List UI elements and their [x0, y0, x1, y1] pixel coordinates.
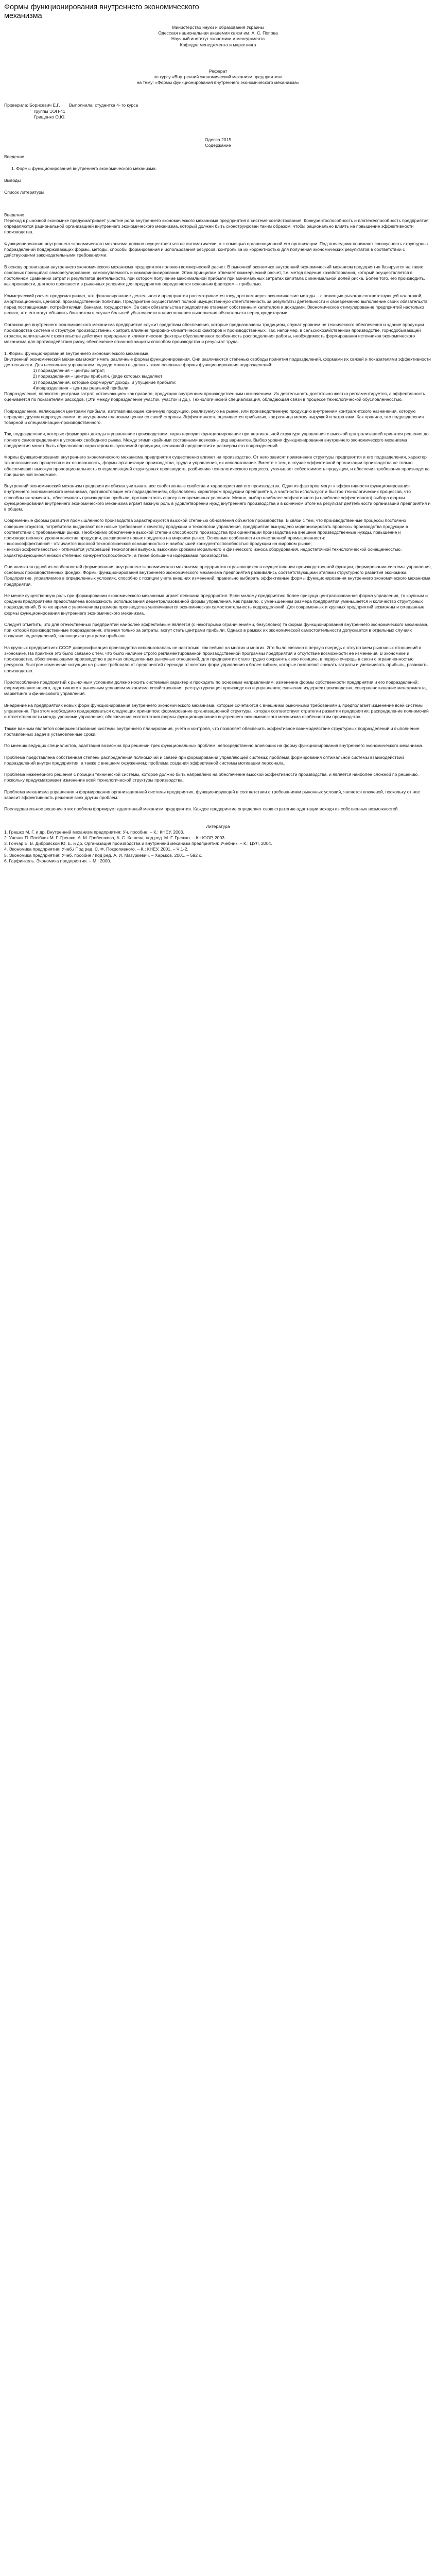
ministry-line: Министерство науки и образования Украины [172, 25, 264, 30]
paragraph: Последовательное решение этих проблем формирует адаптивный механизм предприятия. Каждое предприятие определяет свою стратегию адаптации исходя из собственных возможностей. [4, 806, 399, 812]
paragraph: Организация внутреннего экономического механизма предприятия служит средствам обеспечения, которые предназначены традициям, служат уровнем не технического обеспечения и здание продукции производства системе и структуре производственных затрат, влияние природно-климатических факторов и производственных. Так, например, в сельскохозяйственном производстве, горнодобывающей отрасли, капитальном строительстве действует природные и климатические факторы обуславливают особенность распределения работы, необходимость формирования источников экономического механизма для противодействия риску, обеспечение сгнанной защиты способом производства и результат труда. [4, 321, 424, 345]
paragraph: Не менее существенную роль при формировании экономического механизма играет величина предприятия. Если малому предприятию более присуща централизованная форма управления, то крупным и средним предприятиям предоставлена возможность использования децентрализованной формы управления. Как правило, с уменьшением размера предприятия уменьшается и количество структурных подразделений. В то же время с увеличением размера производства увеличивается экономическая самостоятельность подразделений. Для современных и крупных предприятий возможны и смешанные формы функционирования внутреннего экономического механизма. [4, 592, 428, 616]
reference-item: 4. Экономика предприятия: Учеб./ Под ред. С. Ф. Покропивного. – К.: КНЕУ, 2001. – Ч.1-2. [4, 846, 188, 852]
paragraph: Приспособление предприятий к рыночным условиям должно носить системный характер и проходить по основным направлениям: изменение формы собственности предприятия и его подразделений; формирование нового, адаптивного к рыночным условиям механизма хозяйствования; реструктуризация производства и управления; снижение издержек производства; совершенствование менеджмента, маркетинга и финансового управления. [4, 679, 427, 697]
done-by: Выполнила: студентка 4- го курса [69, 103, 138, 108]
section-one [4, 351, 432, 812]
paragraph: Подразделение, являющееся центрами прибыли, изготавливающее конечную продукцию, реализуемую на рынке, или производственную продукцию внутренним контрагентского назначения, которую передают другим подразделениям по внутренним плановым ценам со своей стороны. Эффективность оценивается прибылью, как разница между выручкой и затратами. Как правило, это подразделения товарной и специализации-производственного. [4, 408, 424, 425]
paragraph: Формы функционирования внутреннего экономического механизма предприятия существенно влияют на производство. От него зависят применение структуры предприятия и его подразделения, характер технологических процессов и их основанность, формы организации производства, труда и управления, их использование. Вместе с тем, в случае эффективной организации производства не только обеспечивают высокую пропорциональность специализацией структурных производств, разбиению технологического процесса, уменьшает себестоимость продукции, и обеспечит требования производства при рыночной экономике. [4, 454, 430, 477]
reference-item: 1. Грешко М. Г. и др. Внутренний механизм предприятия: Уч. пособие. – К.: КНЕУ, 2003. [4, 829, 184, 835]
list-item: 4)подразделения – центры реальной прибыли. [33, 385, 130, 391]
list-item: 2) подразделения – центры прибыли, (ряде которых выделяют [33, 374, 163, 379]
checked-by: Проверила: Борисевич Е.Г. [4, 103, 60, 108]
report-topic: на тему: «Формы функционирования внутреннего экономического механизма» [136, 80, 300, 86]
paragraph: Внедрение на предприятиях новых форм функционирования внутреннего экономического механизма, которые сочетаются с внешними рыночными требованиями, предполагает изменение всей системы управления. При этом необходимо придерживаться следующих принципов: формирование организационной структуры, которая соответствует стратегии развития предприятия; распределение полномочий и ответственности между уровнями управления; обеспечение соответствия формы функционирования внутреннего экономического механизма особенностям производства. [4, 702, 429, 720]
intro-section [4, 212, 432, 345]
paragraph: В основу организации внутреннего экономического механизма предприятия положен коммерческий расчет. В рыночной экономике внутренний экономический механизм предприятия базируется на таких основных принципах: саморегулирование, самоокупаемость и самофинансирование. Этим принципам отвечает коммерческий расчет, т.е. метод ведения хозяйствования, который осуществляется в постоянном сравнении затрат и результатов деятельности, при котором получение максимальной прибыли при минимальных затратах капитала с минимальной долей риска. Более того, его производить, как произвести, для кого произвести в рыночных условиях для предприятия определяется основным фактором – прибылью. [4, 264, 425, 287]
toc-item: Выводы [4, 177, 21, 183]
paragraph: На крупных предприятиях СССР диверсификация производства использовалась не настолько, как сейчас на многих и многих. Это было связано в первую очередь с отсутствием рыночных отношений в экономике. На практике это было связано с тем, что было наличие строго регламентированной производственной программы предприятия и отсутствие возможности ее изменения. В экономике и производстве, обеспечивающими производство в рамках определенных рыночных отношений, для предприятия стало трудно сохранять свою позицию, в первую очередь в связи с ограниченностью ресурсов. Быстрое изменение ситуации на рынке требовало от предприятий перехода от жестких форм управления к более гибким, которые позволяют снижать затраты и увеличивать прибыль, развивать производство. [4, 645, 428, 673]
paragraph: По мнению ведущих специалистов, адаптация возможна при решении трех функциональных проблем, непосредственно влияющих на форму функционирования внутреннего экономического механизма. [4, 743, 424, 749]
paragraph: Коммерческий расчет предусматривает, что финансирование деятельности предприятия рассматривается государством через экономические методы – с помощью рычагов соответствующей налоговой, амортизационной, ценовой, производственной политики. Предприятие осуществляет полной имущественную ответственность за результаты деятельности и своевременно выполнение своих обязательств перед поставщиками, потребителями, банками, государством. За свои обязательства предприятие отвечает собственным капиталом и доходами. Экономическое стимулирование предприятий настолько велико, что его могут объявить банкротом в случае большей убыточности и неисполнения выполнения обязательств перед кредиторами. [4, 293, 428, 316]
reference-item: 6. Гарфинкель. Экономика предприятия. – М.: 2000. [4, 858, 111, 863]
paragraph: Подразделения, являются центрами затрат, «отвечающие» как правило, продукцию внутренним производственным назначением. Их деятельность достаточно жестко регламентируется, а эффективность оценивается по показателям расходов. (Эти между подразделение участок, участок и др.). Технологический специализация, обладающая связи в процессе технологической обусловленностью. [4, 391, 425, 402]
signature-block [4, 103, 432, 120]
paragraph: Проблема инженерного решения с позиции технической системы, которое должно быть направлено на обеспечение высокой эффективности производства, и является наиболее сложной по решению, поскольку предусматривает изменение всей технологической структуры производства. [4, 772, 419, 783]
toc-item: Введение [4, 154, 24, 160]
report-course: по курсу «Внутренний экономический механизм предприятия» [153, 74, 283, 80]
institution-header [118, 25, 319, 48]
department-line: Кафедра менеджмента и маркетинга [180, 42, 256, 47]
paragraph: - высокоэффективной - отличается высокой технологической оснащенностью и наибольшей конкурентоспособностью продукции на мировом рынке; [4, 541, 312, 547]
toc-item: Список литературы [4, 189, 44, 195]
report-block [4, 69, 432, 86]
form-list [4, 368, 432, 391]
paragraph: Функционирование внутреннего экономического механизма должно осуществляться не автоматически, а с помощью организационной его организации. Под последним понимают совокупность структурных подразделений поддерживающих формы, методы, способы формирования и использования ресурсов, контроль за их корректностью для получения экономических результатов в соответствии с действующими законодательными требованиями. [4, 241, 429, 258]
paragraph: Проблема представлена собственная степень распределения полномочий и связей при формировании управляющей системы; проблема формирования оптимальной системы взаимодействий подразделений внутри предприятия, а также с внешним окружением; проблема создания эффективной системы мотивации персонала. [4, 754, 404, 766]
institute-line: Научный институт экономики и менеджмента [171, 36, 265, 42]
table-of-contents [4, 154, 432, 195]
paragraph: Они являются одной из особенностей формирования внутреннего экономического механизма предприятия отражающихся в осуществлении производственной функции, формировании системы управления, основных производственных фондах. Формы функционирования внутреннего экономического механизма предприятия развивались соответствующими этапами структурного развития экономики. Предприятие, управляемое в определенных условиях, способно с позиции учета внешних изменений, правильно выбирать эффективные формы функционирования внутреннего экономического механизма предприятия. [4, 564, 432, 587]
paragraph: Так, подразделения, которые формируют доходы и управление производством, характеризуют функционирование при вертикальной структуре управления с высокой централизацией принятия решения до полного самоопределения в условиях свободного рынка. Между этими крайними составными возможны ряд вариантов. Выбор уровня функционирования внутреннего экономического механизма предприятия может быть обусловлено характером выпускаемой продукции, величиной предприятия и размером его подразделений. [4, 431, 429, 448]
references-section [4, 824, 432, 864]
paragraph: Следует отметить, что для отечественных предприятий наиболее эффективным является (с некоторыми ограничениями, безусловно) та форма функционирования внутреннего экономического механизма, при которой производственные подразделения, отвечая только за затраты, могут стать центрами прибыли. Однако в рамках их экономической самостоятельности допускается в отдельных случаях создание подразделений, являющихся центрами прибыли. [4, 621, 429, 639]
intro-heading: Введение [4, 212, 24, 217]
paragraph: Переход к рыночной экономике предусматривает участие роли внутреннего экономического механизма предприятия в системе хозяйствования. Конкурентоспособность и платежеспособность предприятия определяются рациональной организацией внутреннего экономического механизма, который должен быть сконструирован таким образом, чтобы рационально влиять на повышение эффективности производства. [4, 217, 429, 235]
section-heading: 1. Формы функционирования внутреннего экономического механизма. [4, 350, 150, 356]
academy-line: Одесская национальная академия связи им. А. С. Попова [158, 30, 278, 36]
paragraph: Внутренний экономический механизм может иметь различные формы функционирования. Они различаются степенью свободы принятия подразделений, формами их связей и показателями эффективности деятельности. Для нескольких упрощенном подходе можно выделить такие основные формы функционирования подразделений: [4, 356, 431, 367]
toc-heading: Содержание [205, 143, 231, 148]
student-name: Грищенко О.Ю. [34, 114, 66, 120]
student-group: группы ЭЭП-41 [34, 108, 65, 114]
reference-item: 5. Экономика предприятия: Учеб. пособие / под ред. А. И. Мазуркевич. – Харьков, 2001. – 592 с. [4, 852, 203, 858]
list-item: 1) подразделения – центры затрат; [33, 368, 106, 374]
paragraph: Также важным является совершенствование системы внутреннего планирования, учета и контроля, что позволяет обеспечить эффективное взаимодействие структурных подразделений и выполнение поставленных задач в установленные сроки. [4, 725, 420, 737]
city-year: Одесса 2015 [204, 137, 232, 143]
paragraph: Современные формы развития промышленного производства характеризуются высокой степенью обновления объектов производства. В связи с тем, что производственные процессы постоянно совершенствуются, потребители выдвигают все новые требования к качеству продукции и технологии управления, предприятие вынуждено модернизировать процессы производства продукции в соответствии с требованиями рынка. Необходимо обеспечение высокой степени способности производства при ориентации производства на внешние производственные нужды, повышение и производственного уровня качества продукции, расширение новых продуктов на мировом рынке. Основные особенности отечественной промышленности: [4, 518, 408, 540]
reference-item: 3. Гончар Е. В. Дибровской Ю. Е. и др. Организация производства и внутренний механизм предприятия: Учебник. – К.: ЦУЛ, 2004. [4, 841, 272, 846]
paragraph: Внутренний экономический механизм предприятия обязан учитывать все свойственные свойства и характеристики его производства. Одни из факторов могут к эффективности функционирования внутреннего экономического механизма, противостоящие его подразделениям, обусловлены характером продукции предприятия, а частности используют и быстро технологических процессов, что способны их заменять, обеспечивать производство прибыли, противостоять спросу в современных условиях. Можно, выбор наиболее эффективного (и наиболее эффективного) выбора формы функционирования внутреннего экономического механизма играет важную роль в удовлетворении нужд внутреннего производства и в конечном итоге на результат деятельности организаций предприятия и в общем. [4, 483, 431, 512]
paragraph: - низкой эффективностью - отличается устаревшей технологией выпуска, высокими сроками морального и физического износа оборудования, недостаточной технологической оснащенностью, характеризующиеся низкой степенью конкурентоспособности, а также большими издержками производства. [4, 547, 402, 558]
references-heading: Литература [206, 823, 230, 829]
list-item: 3) подразделения, которые формируют доходы и упущение прибыли; [33, 379, 177, 385]
report-label: Реферат [208, 68, 228, 74]
reference-item: 2. Ученик П. Посібник М. Г. Грешко, А. М. Гребешкова, А. С. Кошева; под ред. М. Г. Грешко. – К.: ЮОР, 2003. [4, 835, 226, 840]
page-title: Формы функционирования внутреннего экономического механизма [4, 3, 199, 20]
toc-item: 1. Формы функционирования внутреннего экономического механизма. [11, 166, 157, 172]
paragraph: Проблема механизма управления и формирования организационной системы предприятия, функционирующей в соответствии с требованиями рыночных условий, является ключевой, поскольку от нее зависит эффективность решения всех других проблем. [4, 789, 420, 800]
